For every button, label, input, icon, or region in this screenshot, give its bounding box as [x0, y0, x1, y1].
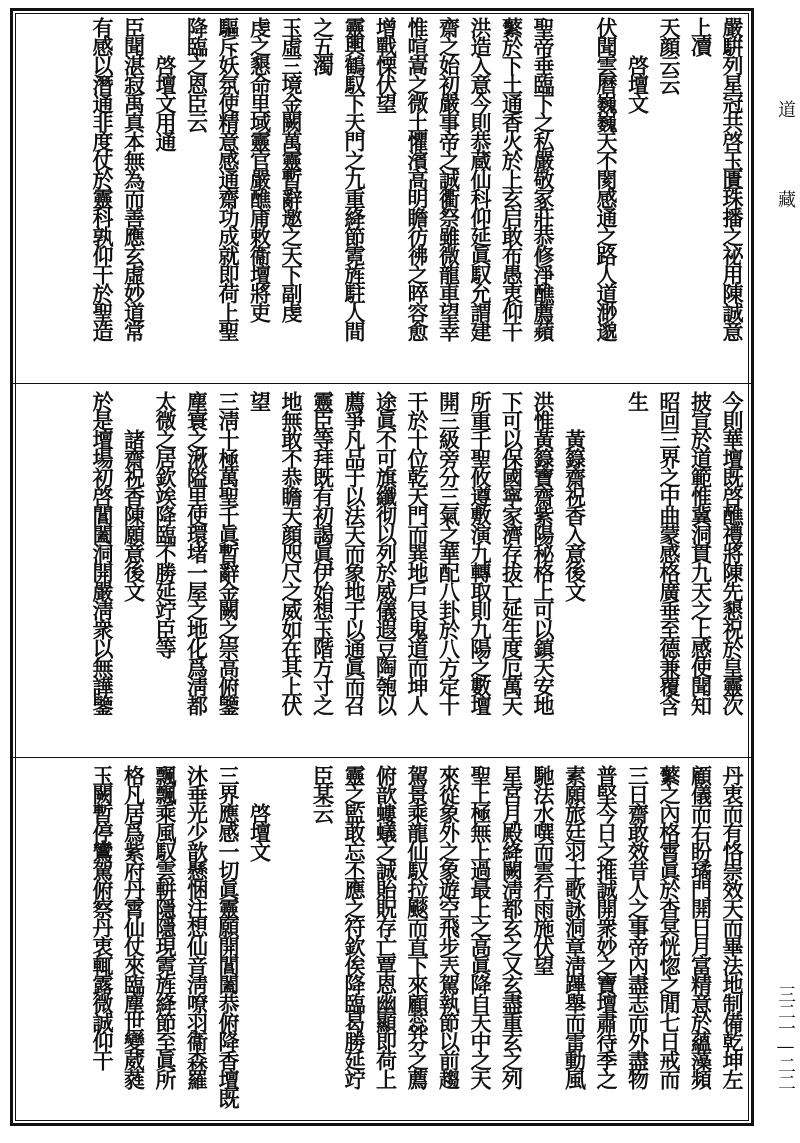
text-band-bottom — [13, 759, 751, 1123]
text-column: 薦爭凡品于以法天而象地于以通眞而召 — [342, 391, 367, 714]
text-column: 昭回三界之中曲蒙感格廣垂至德兼覆含 — [657, 391, 682, 714]
text-column: 嚴騈列星冠共啓玉匱珠播之祕用陳誠意 — [720, 17, 745, 340]
text-column: 啓壇文 — [625, 17, 651, 112]
text-column: 塵寰之湫隘里使環堵一屋之地化爲淸都 — [184, 391, 210, 714]
text-column: 降臨之恩臣云 — [184, 17, 210, 131]
text-column: 來從象外之象遊空飛步兲駕執節以前趨 — [436, 765, 462, 1088]
text-column: 三淸十極萬聖千眞暫辭金闕之崇高俯鑒 — [216, 391, 241, 714]
text-column: 伏聞雲曆巍巍天不閡感通之路人道渺邈 — [594, 17, 619, 340]
text-column: 三日齋敢效昔人之事帝內盡志而外盡物 — [625, 765, 651, 1088]
text-column: 洪惟黃籙寶齋紫陽秘格上可以鎮天安地 — [531, 391, 556, 714]
text-column: 太微之居欽竢降臨不勝延竚臣等 — [153, 391, 178, 657]
text-column: 玉闕暫停鸞駕俯察丹衷輒露微誠仰干 — [90, 765, 115, 1069]
text-column: 開三級旁分三氣之華配八卦於八方定十 — [436, 391, 462, 714]
text-column: 之五濁 — [310, 17, 336, 74]
text-column: 生 — [625, 391, 651, 410]
text-column: 臣聞湛寂禹真本無為而善應玄虛妙道常 — [121, 17, 147, 340]
text-column: 干於十位乾天門而巽地戶艮鬼道而坤人 — [405, 391, 430, 714]
text-column: 靈之監敢忘丕應之符欽俟降臨曷勝延竚 — [342, 765, 367, 1088]
text-column: 格凡居爲紫府丹霄仙仗來臨塵世變葳蕤 — [121, 765, 147, 1088]
text-band-middle — [13, 385, 751, 757]
text-column: 驅斥妖氛使精意感通齋功成就即荷上聖 — [216, 17, 241, 340]
text-column: 駕景乘龍仙馭拉颷而直下來顧蕊芬之薦 — [405, 765, 430, 1088]
text-column: 沐垂光少歆懸悃注想仙音淸嘹羽衞森羅 — [184, 765, 210, 1088]
text-column: 虔之懇命里域靈官嚴醮庯敕衞壇將吏 — [247, 17, 273, 321]
text-column: 素願旅廷羽士歌詠洞章淸蹕舉而雷動風 — [562, 765, 588, 1088]
text-column: 洪造入意今則恭蔵仙科仰延眞馭允謂建 — [468, 17, 493, 340]
text-column: 臣某云 — [310, 765, 336, 822]
page-frame — [10, 8, 754, 1126]
text-column: 靈輿鶴馭下天門之九重絳節霓旌駐人間 — [342, 17, 367, 340]
text-column: 有感以潛通非度仗於靈科孰仰干於聖造 — [90, 17, 115, 340]
text-column: 啓壇文 — [247, 765, 273, 860]
text-column: 啓壇文用通 — [153, 17, 178, 150]
text-column: 上凟 — [688, 17, 714, 55]
text-column: 地無敢不恭瞻天顔咫尺之威如在其上伏 — [279, 391, 304, 714]
text-column: 星宮月殿絳闕淸都玄之又玄盡重玄之列 — [499, 765, 525, 1088]
text-column: 途眞不可旗纖彻以列於威儀遐豆陶匏以 — [373, 391, 399, 714]
text-column: 惟喧嵩之微土懼濱高明瞻彷彿之晬容愈 — [405, 17, 430, 340]
margin-label-zang: 藏 — [775, 190, 796, 208]
band-divider-1 — [13, 383, 751, 384]
text-column: 所重千聖攸遵敷演九轉取則九陽之數壇 — [468, 391, 493, 714]
text-band-top — [13, 11, 751, 383]
text-column: 披宣於道範惟冀洞貫九天之上感使聞知 — [688, 391, 714, 714]
text-column: 蘩之內格霄眞於杳冥恍惚之閒七日戒而 — [657, 765, 682, 1088]
text-column: 聖帝垂臨下之私嚴敬冢莊恭修淨醮薦蘋 — [531, 17, 556, 340]
text-column: 黃籙齋祝香入意後文 — [562, 391, 588, 600]
text-column: 今則華壇既啓醮禮將陳先懇祝於皇靈次 — [720, 391, 745, 714]
text-column: 玉虛三境金闕萬靈暫辭邀之天下副虔 — [279, 17, 304, 321]
text-column: 顧儀而右盼璚門開日月富精意於蘊藻頻 — [688, 765, 714, 1088]
text-column: 下可以保國寧家濟存拔亡延生度厄萬天 — [499, 391, 525, 714]
margin-label-dao: 道 — [775, 100, 796, 118]
text-column: 於是壇場初啓閶闔洞開嚴淸衆以無譁鑒 — [90, 391, 115, 714]
text-column: 齋之始初嚴事帝之誠衢祭雖微龍車望幸 — [436, 17, 462, 340]
text-column: 丹衷而有恪崇效天而畢法地制備乾坤左 — [720, 765, 745, 1088]
band-divider-2 — [13, 757, 751, 758]
text-column: 飄飄乘風馭雲軿隱隱現霓旌絳節至眞所 — [153, 765, 178, 1088]
text-column: 靈臣等拜既有初謁眞伊始想玉階方寸之 — [310, 391, 336, 714]
text-column: 蘩於下土通香火於上玄启敢布愚衷仰干 — [499, 17, 525, 340]
text-column: 馳法水噀而雲行雨施伏望 — [531, 765, 556, 974]
text-column: 俯歆螻蟻之誠貽貺存亡覃恩幽顯即荷上 — [373, 765, 399, 1088]
text-column: 天顔云云 — [657, 17, 682, 93]
text-column: 三界應感一切眞靈願開閶闔恭俯降香壇既 — [216, 765, 241, 1107]
text-column: 增戰慄伏望 — [373, 17, 399, 112]
text-column: 諸齋祝香陳願意後文 — [121, 391, 147, 600]
page-number: 三二一—二二 — [775, 985, 796, 1090]
text-column: 望 — [247, 391, 273, 410]
text-column: 普堅今日之推誠開衆妙之寶壇肅待季之 — [594, 765, 619, 1088]
text-column: 聖上極無上過最上之高眞降自天中之天 — [468, 765, 493, 1088]
